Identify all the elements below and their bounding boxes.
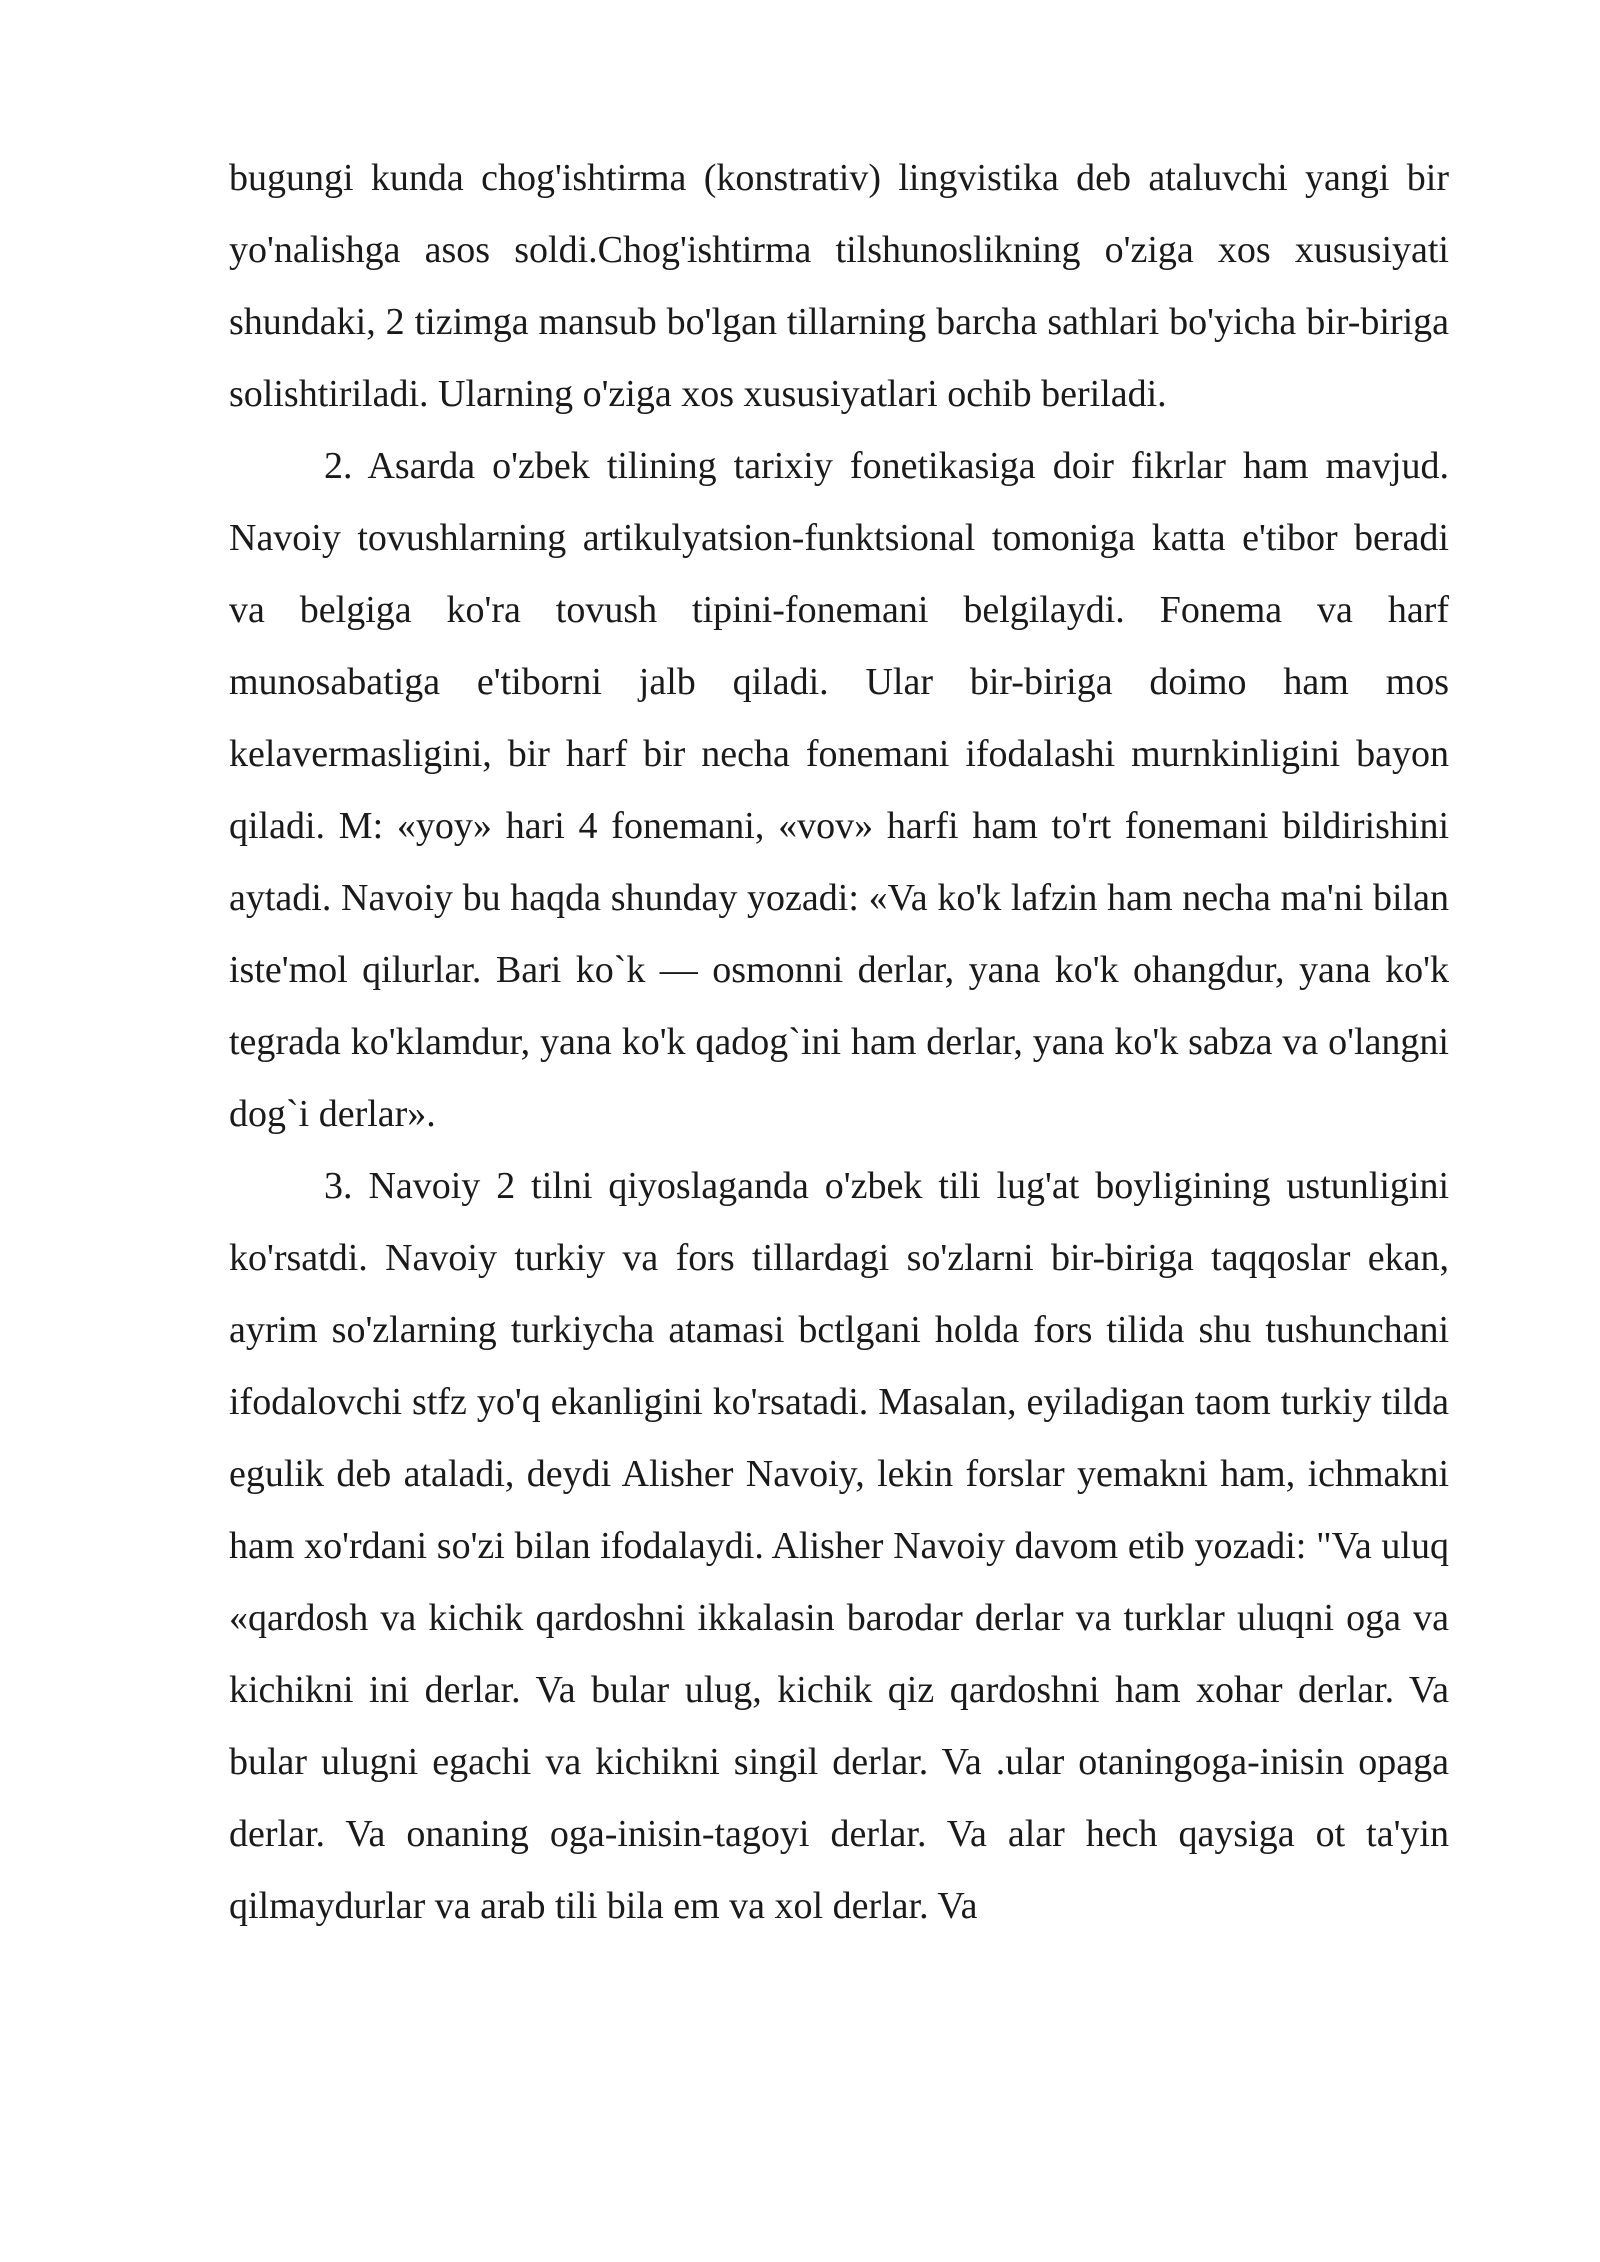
document-body [229, 142, 1449, 1942]
paragraph-point-2: 2. Asarda o'zbek tilining tarixiy fonetikasiga doir fikrlar ham mavjud. Navoiy tovushlarning artikulyatsion-funktsional tomoniga katta e'tibor beradi va belgiga ko'ra tovush tipini-fonemani belgilaydi. Fonema va harf munosabatiga e'tiborni jalb qiladi. Ular bir-biriga doimo ham mos kelavermasligini, bir harf bir necha fonemani ifodalashi murnkinligini bayon qiladi. M: «yoy» hari 4 fonemani, «vov» harfi ham to'rt fonemani bildirishini aytadi. Navoiy bu haqda shunday yozadi: «Va ko'k lafzin ham necha ma'ni bilan iste'mol qilurlar. Bari ko`k — osmonni derlar, yana ko'k ohangdur, yana ko'k tegrada ko'klamdur, yana ko'k qadog`ini ham derlar, yana ko'k sabza va o'langni dog`i derlar». [229, 445, 1449, 1135]
paragraph-continuation: bugungi kunda chog'ishtirma (konstrativ) lingvistika deb ataluvchi yangi bir yo'nalishga asos soldi.Chog'ishtirma tilshunoslikning o'ziga xos xususiyati shundaki, 2 tizimga mansub bo'lgan tillarning barcha sathlari bo'yicha bir-biriga solishtiriladi. Ularning o'ziga xos xususiyatlari ochib beriladi. [229, 157, 1449, 415]
paragraph-point-3: 3. Navoiy 2 tilni qiyoslaganda o'zbek tili lug'at boyligining ustunligini ko'rsatdi. Navoiy turkiy va fors tillardagi so'zlarni bir-biriga taqqoslar ekan, ayrim so'zlarning turkiycha atamasi bctlgani holda fors tilida shu tushunchani ifodalovchi stfz yo'q ekanligini ko'rsatadi. Masalan, eyiladigan taom turkiy tilda egulik deb ataladi, deydi Alisher Navoiy, lekin forslar yemakni ham, ichmakni ham xo'rdani so'zi bilan ifodalaydi. Alisher Navoiy davom etib yozadi: "Va uluq «qardosh va kichik qardoshni ikkalasin barodar derlar va turklar uluqni oga va kichikni ini derlar. Va bular ulug, kichik qiz qardoshni ham xohar derlar. Va bular ulugni egachi va kichikni singil derlar. Va .ular otaningoga-inisin opaga derlar. Va onaning oga-inisin-tagoyi derlar. Va alar hech qaysiga ot ta'yin qilmaydurlar va arab tili bila em va xol derlar. Va [229, 1165, 1449, 1927]
